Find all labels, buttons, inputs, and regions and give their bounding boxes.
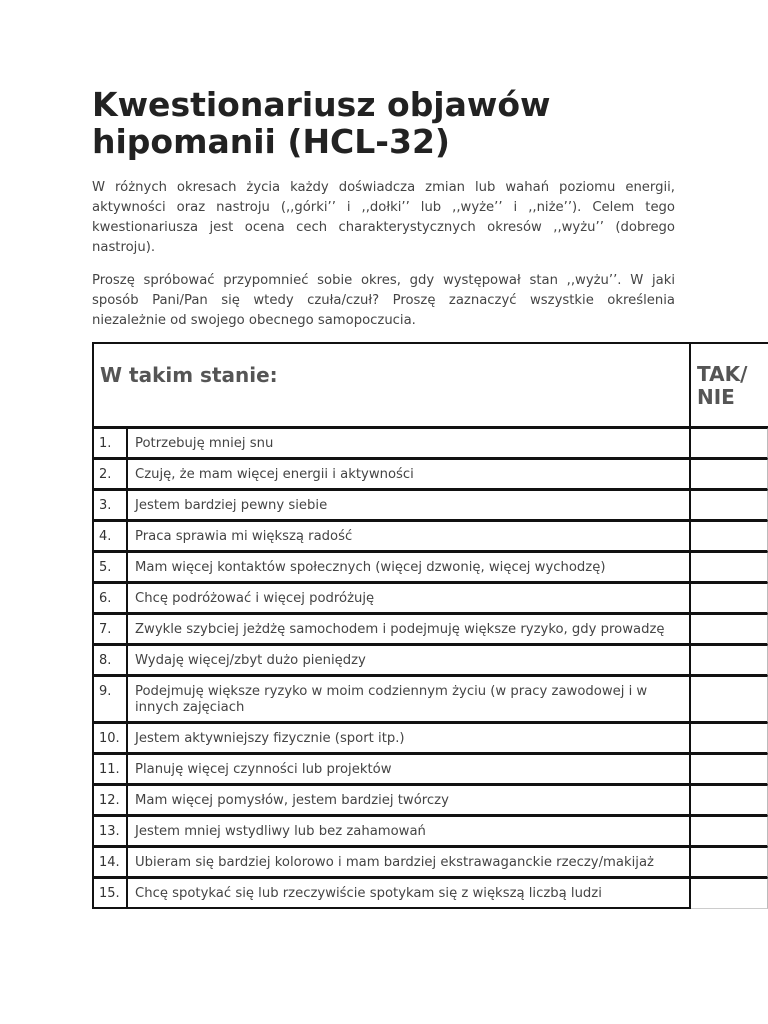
row-statement: Potrzebuję mniej snu <box>128 428 691 459</box>
row-number: 12. <box>92 785 128 816</box>
table-row <box>92 754 768 785</box>
row-statement: Chcę spotykać się lub rzeczywiście spotykam się z większą liczbą ludzi <box>128 878 691 909</box>
questionnaire-table <box>92 342 768 909</box>
intro-paragraph-1: W różnych okresach życia każdy doświadcza zmian lub wahań poziomu energii, aktywności oraz nastroju (,,górki’’ i ,,dołki’’ lub ,,wyże’’ i ,,niże’’). Celem tego kwestionariusza jest ocena cech charakterystycznych okresów ,,wyżu’’ (dobrego nastroju). <box>92 180 675 255</box>
row-number: 7. <box>92 614 128 645</box>
table-header-row <box>92 342 768 428</box>
row-statement: Podejmuję większe ryzyko w moim codziennym życiu (w pracy zawodowej i w innych zajęciach <box>128 676 691 723</box>
table-row <box>92 676 768 723</box>
row-statement: Ubieram się bardziej kolorowo i mam bardziej ekstrawaganckie rzeczy/makijaż <box>128 847 691 878</box>
row-answer-cell[interactable] <box>691 583 768 614</box>
row-answer-cell[interactable] <box>691 552 768 583</box>
row-statement: Jestem bardziej pewny siebie <box>128 490 691 521</box>
row-statement: Zwykle szybciej jeżdżę samochodem i podejmuję większe ryzyko, gdy prowadzę <box>128 614 691 645</box>
table-row <box>92 521 768 552</box>
row-statement: Mam więcej kontaktów społecznych (więcej dzwonię, więcej wychodzę) <box>128 552 691 583</box>
row-answer-cell[interactable] <box>691 723 768 754</box>
table-row <box>92 614 768 645</box>
row-statement: Planuję więcej czynności lub projektów <box>128 754 691 785</box>
header-answer-label: TAK/ NIE <box>697 362 748 409</box>
row-answer-cell[interactable] <box>691 521 768 552</box>
row-answer-cell[interactable] <box>691 676 768 723</box>
row-statement: Mam więcej pomysłów, jestem bardziej twórczy <box>128 785 691 816</box>
table-row <box>92 816 768 847</box>
row-number: 1. <box>92 428 128 459</box>
document-title: Kwestionariusz objawów hipomanii (HCL-32) <box>92 85 551 161</box>
row-answer-cell[interactable] <box>691 754 768 785</box>
row-statement: Czuję, że mam więcej energii i aktywności <box>128 459 691 490</box>
row-number: 8. <box>92 645 128 676</box>
row-statement: Jestem aktywniejszy fizycznie (sport itp.) <box>128 723 691 754</box>
table-header-statement <box>92 342 691 428</box>
row-answer-cell[interactable] <box>691 645 768 676</box>
row-number: 14. <box>92 847 128 878</box>
table-row <box>92 552 768 583</box>
table-row <box>92 428 768 459</box>
row-number: 13. <box>92 816 128 847</box>
row-statement: Chcę podróżować i więcej podróżuję <box>128 583 691 614</box>
header-statement-label: W takim stanie: <box>100 363 278 387</box>
row-number: 11. <box>92 754 128 785</box>
table-row <box>92 878 768 909</box>
table-header-answer <box>691 342 768 428</box>
table-row <box>92 785 768 816</box>
row-answer-cell[interactable] <box>691 878 768 909</box>
row-answer-cell[interactable] <box>691 816 768 847</box>
row-number: 15. <box>92 878 128 909</box>
table-row <box>92 583 768 614</box>
intro-paragraph-2: Proszę spróbować przypomnieć sobie okres, gdy występował stan ,,wyżu’’. W jaki sposób Pani/Pan się wtedy czuła/czuł? Proszę zaznaczyć wszystkie określenia niezależnie od swojego obecnego samopoczucia. <box>92 273 675 328</box>
row-number: 9. <box>92 676 128 723</box>
table-row <box>92 847 768 878</box>
row-number: 2. <box>92 459 128 490</box>
row-answer-cell[interactable] <box>691 614 768 645</box>
table-row <box>92 459 768 490</box>
row-answer-cell[interactable] <box>691 459 768 490</box>
row-number: 6. <box>92 583 128 614</box>
row-answer-cell[interactable] <box>691 428 768 459</box>
row-number: 5. <box>92 552 128 583</box>
table-row <box>92 490 768 521</box>
row-number: 3. <box>92 490 128 521</box>
row-statement: Jestem mniej wstydliwy lub bez zahamowań <box>128 816 691 847</box>
row-number: 4. <box>92 521 128 552</box>
row-statement: Praca sprawia mi większą radość <box>128 521 691 552</box>
table-row <box>92 645 768 676</box>
row-answer-cell[interactable] <box>691 490 768 521</box>
table-row <box>92 723 768 754</box>
row-answer-cell[interactable] <box>691 847 768 878</box>
row-statement: Wydaję więcej/zbyt dużo pieniędzy <box>128 645 691 676</box>
row-number: 10. <box>92 723 128 754</box>
row-answer-cell[interactable] <box>691 785 768 816</box>
